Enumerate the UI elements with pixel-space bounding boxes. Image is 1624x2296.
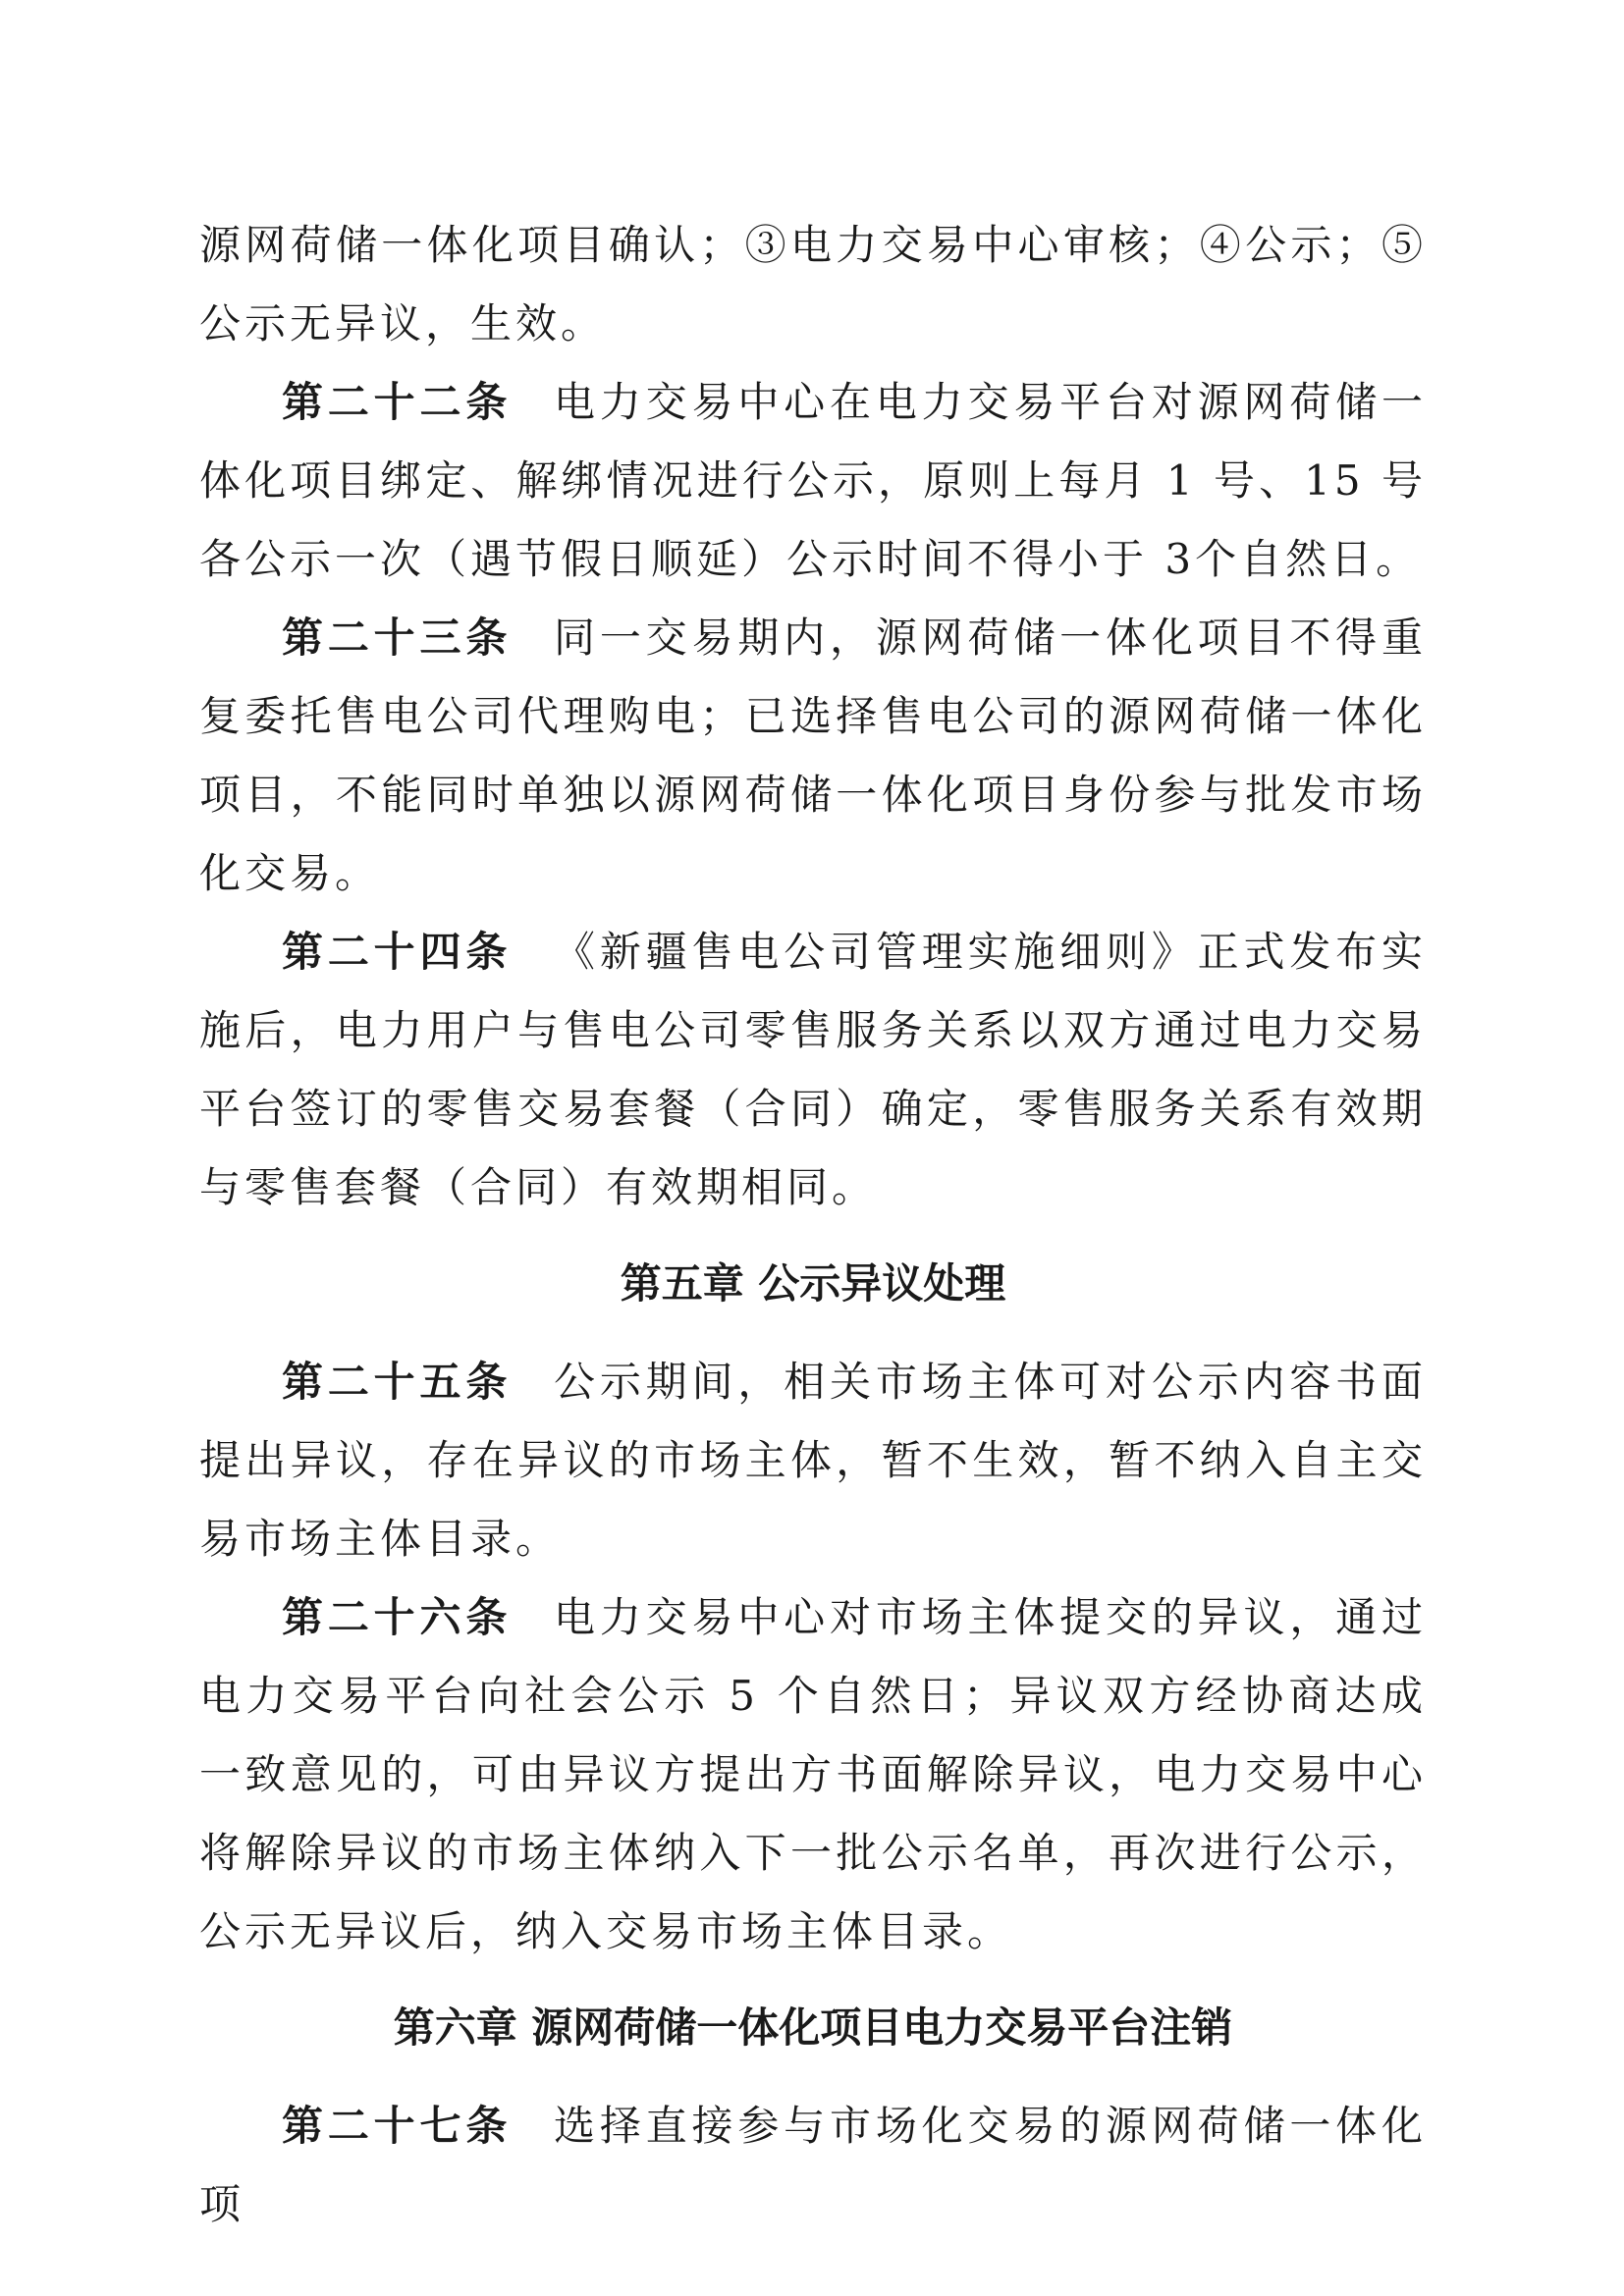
article-text: 同一交易期内，源网荷储一体化项目不得重复委托售电公司代理购电；已选择售电公司的源网荷储一体化项目，不能同时单独以源网荷储一体化项目身份参与批发市场化交易。 <box>199 614 1427 897</box>
article-label: 第二十四条 <box>282 928 513 976</box>
article-25 <box>199 1343 1427 1578</box>
document-body <box>199 206 1427 2244</box>
article-label: 第二十五条 <box>282 1358 513 1406</box>
article-label: 第二十六条 <box>282 1593 513 1641</box>
chapter-5-heading: 第五章 公示异议处理 <box>620 1259 1006 1308</box>
chapter-6-heading: 第六章 源网荷储一体化项目电力交易平台注销 <box>393 2003 1233 2052</box>
article-text: 电力交易中心在电力交易平台对源网荷储一体化项目绑定、解绑情况进行公示，原则上每月 1 号、15 号各公示一次（遇节假日顺延）公示时间不得小于 3个自然日。 <box>199 378 1427 583</box>
article-text: 选择直接参与市场化交易的源网荷储一体化项 <box>199 2102 1427 2228</box>
article-label: 第二十七条 <box>282 2102 513 2150</box>
article-text: 电力交易中心对市场主体提交的异议，通过电力交易平台向社会公示 5 个自然日；异议双方经协商达成一致意见的，可由异议方提出方书面解除异议，电力交易中心将解除异议的市场主体纳入下一批公示名单，再次进行公示，公示无异议后，纳入交易市场主体目录。 <box>199 1593 1427 1955</box>
article-label: 第二十三条 <box>282 614 513 662</box>
article-26 <box>199 1578 1427 1971</box>
article-22 <box>199 363 1427 599</box>
article-24 <box>199 913 1427 1227</box>
article-label: 第二十二条 <box>282 378 513 426</box>
article-23 <box>199 599 1427 913</box>
article-text: 《新疆售电公司管理实施细则》正式发布实施后，电力用户与售电公司零售服务关系以双方通过电力交易平台签订的零售交易套餐（合同）确定，零售服务关系有效期与零售套餐（合同）有效期相同。 <box>199 928 1427 1211</box>
paragraph-continuation <box>199 206 1427 363</box>
paragraph-text: 源网荷储一体化项目确认；③电力交易中心审核；④公示；⑤公示无异议，生效。 <box>199 221 1427 347</box>
article-text: 公示期间，相关市场主体可对公示内容书面提出异议，存在异议的市场主体，暂不生效，暂不纳入自主交易市场主体目录。 <box>199 1358 1427 1563</box>
article-27 <box>199 2087 1427 2244</box>
